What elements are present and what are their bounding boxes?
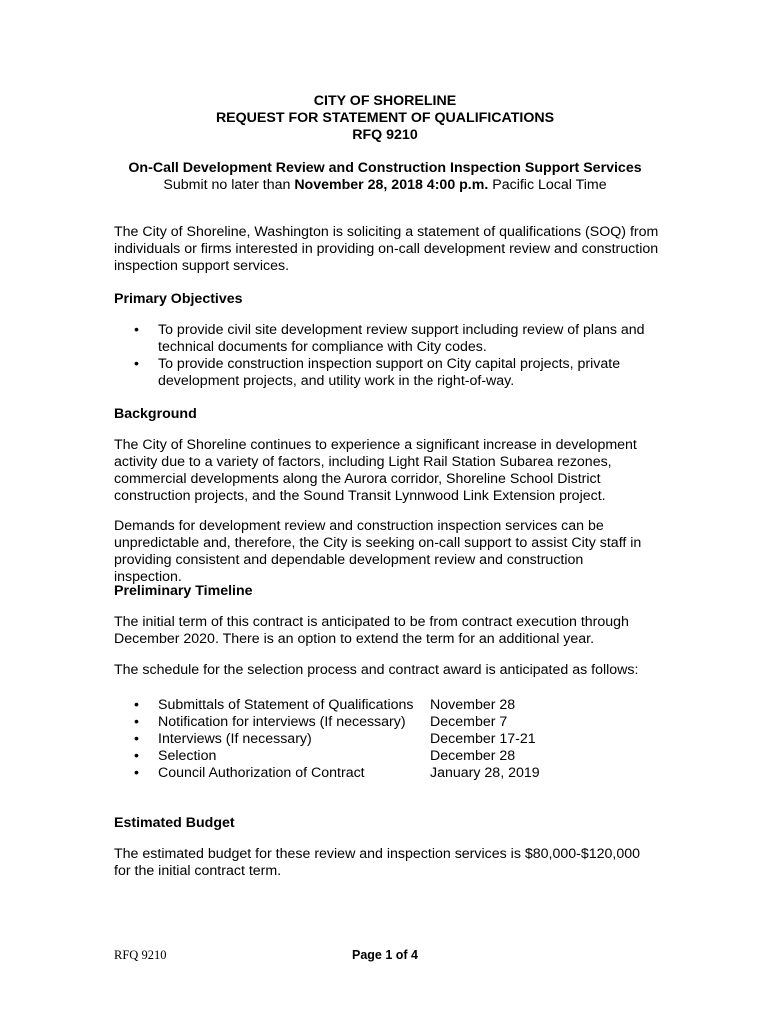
schedule-row [114,714,659,731]
schedule-intro: The schedule for the selection process and contract award is anticipated as follows: [114,662,639,678]
schedule-date: November 28 [430,697,516,713]
deadline-prefix: Submit no later than [163,177,295,193]
bullet-icon: • [134,356,139,372]
page-number: Page 1 of 4 [352,948,418,962]
list-item-text: To provide construction inspection support on City capital projects, private development projects, and utility work in the right-of-way. [158,356,621,389]
budget-paragraph: The estimated budget for these review and inspection services is $80,000-$120,000 for the initial contract term. [114,846,641,879]
budget-heading: Estimated Budget [114,815,235,831]
list-item [114,322,659,356]
schedule-item: Notification for interviews (If necessary) [158,714,406,730]
schedule-date: December 7 [430,714,508,730]
bullet-icon: • [134,697,139,713]
schedule-date: December 28 [430,748,516,764]
schedule-item: Submittals of Statement of Qualifications [158,697,414,713]
background-heading: Background [114,406,197,422]
project-title: On-Call Development Review and Construction Inspection Support Services [128,160,642,176]
schedule-row [114,697,659,714]
schedule-row [114,731,659,748]
bullet-icon: • [134,714,139,730]
deadline-suffix: Pacific Local Time [488,177,607,193]
document-title: REQUEST FOR STATEMENT OF QUALIFICATIONS [215,110,555,126]
schedule-item: Selection [158,748,217,764]
schedule-row [114,748,659,765]
schedule-list [114,697,659,782]
bullet-icon: • [134,748,139,764]
submission-deadline [0,177,770,194]
schedule-item: Council Authorization of Contract [158,765,365,781]
bullet-icon: • [134,322,139,338]
objectives-heading: Primary Objectives [114,291,243,307]
schedule-row [114,765,659,782]
objectives-list [114,322,659,390]
bullet-icon: • [134,765,139,781]
rfq-number: RFQ 9210 [352,127,418,143]
intro-paragraph: The City of Shoreline, Washington is soliciting a statement of qualifications (SOQ) from individuals or firms interested in providing on-call development review and construction inspection support services. [114,224,659,274]
schedule-date: January 28, 2019 [430,765,540,781]
timeline-heading: Preliminary Timeline [114,583,253,599]
bullet-icon: • [134,731,139,747]
timeline-paragraph: The initial term of this contract is anticipated to be from contract execution through December 2020. There is an option to extend the term for an additional year. [114,614,629,647]
org-title: CITY OF SHORELINE [313,93,457,109]
list-item [114,356,659,390]
background-paragraph-1: The City of Shoreline continues to experience a significant increase in development activity due to a variety of factors, including Light Rail Station Subarea rezones, commercial developments along the Aurora corridor, Shoreline School District construction projects, and the Sound Transit Lynnwood Link Extension project. [114,437,637,504]
list-item-text: To provide civil site development review support including review of plans and technical documents for compliance with City codes. [158,322,645,355]
footer-rfq-number: RFQ 9210 [114,948,167,962]
schedule-date: December 17-21 [430,731,536,747]
deadline-date: November 28, 2018 4:00 p.m. [294,177,489,193]
schedule-item: Interviews (If necessary) [158,731,312,747]
background-paragraph-2: Demands for development review and construction inspection services can be unpredictable and, therefore, the City is seeking on-call support to assist City staff in providing consistent and dependable development review and construction inspection. [114,518,642,585]
